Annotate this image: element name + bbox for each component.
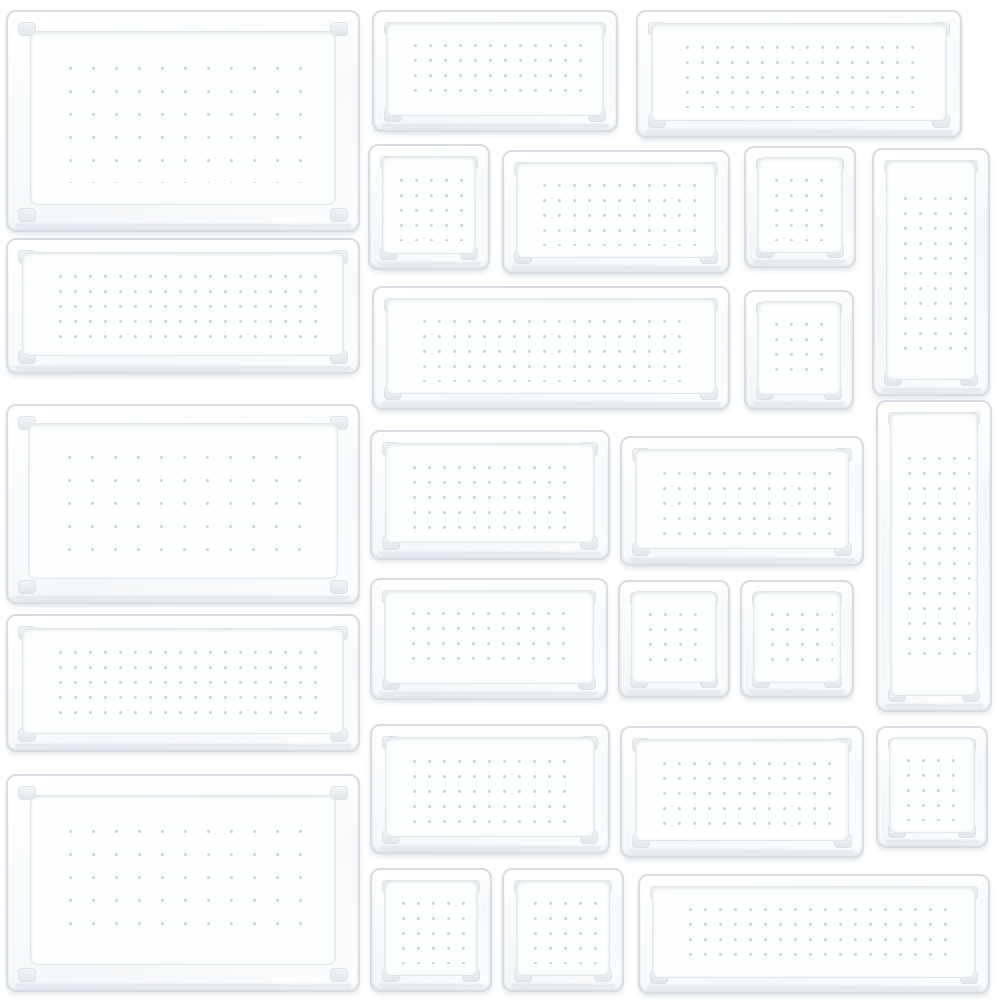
- non-slip-dot-pattern: [765, 169, 836, 240]
- molded-corner-nub: [330, 968, 348, 982]
- tray-inner-well: [385, 737, 595, 837]
- tray-inner-well: [386, 298, 716, 394]
- tray-base-shadow: [511, 266, 721, 276]
- non-slip-dot-pattern: [402, 602, 577, 672]
- non-slip-dot-pattern: [403, 750, 578, 825]
- tall-narrow-tray-right: [872, 148, 990, 396]
- non-slip-dot-pattern: [404, 34, 585, 104]
- molded-corner-nub: [18, 968, 36, 982]
- tray-base-shadow: [377, 262, 481, 272]
- narrow-tray-left-2: [6, 614, 360, 752]
- tray-inner-well: [385, 443, 595, 543]
- narrow-tray-left-1: [6, 238, 360, 374]
- tray-base-shadow: [627, 690, 721, 700]
- tray-inner-well: [28, 423, 338, 579]
- tray-inner-well: [652, 886, 976, 978]
- small-tray-row6-c: [876, 726, 988, 848]
- non-slip-dot-pattern: [49, 641, 318, 720]
- molded-corner-nub: [330, 580, 348, 594]
- tray-base-shadow: [15, 596, 351, 606]
- tray-base-shadow: [753, 260, 847, 270]
- tray-inner-well: [757, 157, 843, 253]
- small-tray-row3-b: [744, 290, 854, 410]
- tray-base-shadow: [885, 840, 979, 850]
- tray-inner-well: [30, 795, 336, 965]
- tray-base-shadow: [15, 984, 351, 994]
- tray-inner-well: [890, 412, 978, 696]
- large-tray-left-2: [6, 404, 360, 604]
- medium-tray-row5-a: [370, 578, 608, 700]
- small-tray-row2-a: [368, 144, 490, 270]
- medium-tray-row2-b: [502, 150, 730, 274]
- non-slip-dot-pattern: [55, 816, 310, 944]
- non-slip-dot-pattern: [679, 898, 950, 966]
- medium-tray-top-center: [372, 10, 618, 132]
- non-slip-dot-pattern: [653, 462, 831, 537]
- tray-inner-well: [384, 590, 594, 684]
- tray-base-shadow: [381, 402, 721, 412]
- non-slip-dot-pattern: [894, 187, 968, 353]
- tray-inner-well: [886, 160, 976, 380]
- tray-inner-well: [651, 23, 947, 121]
- tray-base-shadow: [881, 388, 981, 398]
- tray-inner-well: [889, 737, 975, 833]
- tray-base-shadow: [15, 224, 351, 234]
- non-slip-dot-pattern: [49, 265, 318, 343]
- tray-inner-well: [516, 880, 610, 976]
- tray-inner-well: [386, 22, 604, 116]
- large-tray-bottom-left: [6, 774, 360, 992]
- non-slip-dot-pattern: [524, 892, 601, 963]
- non-slip-dot-pattern: [533, 174, 699, 245]
- tray-inner-well: [30, 31, 336, 205]
- tray-base-shadow: [511, 984, 615, 994]
- tray-base-shadow: [647, 986, 981, 996]
- non-slip-dot-pattern: [639, 603, 710, 671]
- tall-tray-right-column: [876, 400, 992, 712]
- tray-inner-well: [631, 591, 717, 683]
- non-slip-dot-pattern: [392, 892, 469, 963]
- large-tray-top-left: [6, 10, 360, 232]
- non-slip-dot-pattern: [765, 313, 834, 383]
- wide-tray-bottom-right: [638, 874, 990, 994]
- tray-inner-well: [22, 252, 344, 356]
- medium-tray-top-right: [636, 10, 962, 138]
- tray-base-shadow: [15, 744, 351, 754]
- molded-corner-nub: [330, 208, 348, 222]
- tray-inner-well: [384, 880, 478, 976]
- non-slip-dot-pattern: [898, 447, 970, 661]
- tray-inner-well: [635, 449, 849, 549]
- tray-inner-well: [635, 739, 849, 841]
- non-slip-dot-pattern: [55, 53, 310, 184]
- small-tray-bottom-b: [502, 868, 624, 992]
- tray-base-shadow: [629, 850, 855, 860]
- tray-inner-well: [753, 591, 841, 683]
- tray-base-shadow: [15, 366, 351, 376]
- tray-inner-well: [516, 162, 716, 258]
- small-tray-bottom-a: [370, 868, 492, 992]
- tray-base-shadow: [379, 692, 599, 702]
- tray-inner-well: [382, 156, 476, 254]
- non-slip-dot-pattern: [676, 36, 923, 109]
- medium-tray-row4-b: [620, 436, 864, 566]
- small-tray-row5-b: [618, 580, 730, 698]
- medium-tray-row6-b: [620, 726, 864, 858]
- molded-corner-nub: [18, 580, 36, 594]
- tray-inner-well: [22, 628, 344, 734]
- tray-base-shadow: [645, 130, 953, 140]
- tray-base-shadow: [753, 402, 845, 412]
- tray-base-shadow: [749, 690, 845, 700]
- small-tray-row5-c: [740, 580, 854, 698]
- tray-base-shadow: [885, 704, 983, 714]
- long-tray-row3: [372, 286, 730, 410]
- tray-base-shadow: [629, 558, 855, 568]
- tray-base-shadow: [379, 552, 601, 562]
- non-slip-dot-pattern: [413, 310, 689, 381]
- tray-base-shadow: [381, 124, 609, 134]
- molded-corner-nub: [18, 208, 36, 222]
- non-slip-dot-pattern: [403, 456, 578, 531]
- tray-base-shadow: [379, 984, 483, 994]
- small-tray-row2-c: [744, 146, 856, 268]
- medium-tray-row4-a: [370, 430, 610, 560]
- medium-tray-row6-a: [370, 724, 610, 854]
- tray-base-shadow: [379, 846, 601, 856]
- non-slip-dot-pattern: [54, 442, 313, 559]
- non-slip-dot-pattern: [653, 752, 831, 828]
- tray-inner-well: [757, 301, 841, 395]
- non-slip-dot-pattern: [390, 169, 467, 242]
- non-slip-dot-pattern: [897, 749, 968, 820]
- non-slip-dot-pattern: [761, 603, 833, 671]
